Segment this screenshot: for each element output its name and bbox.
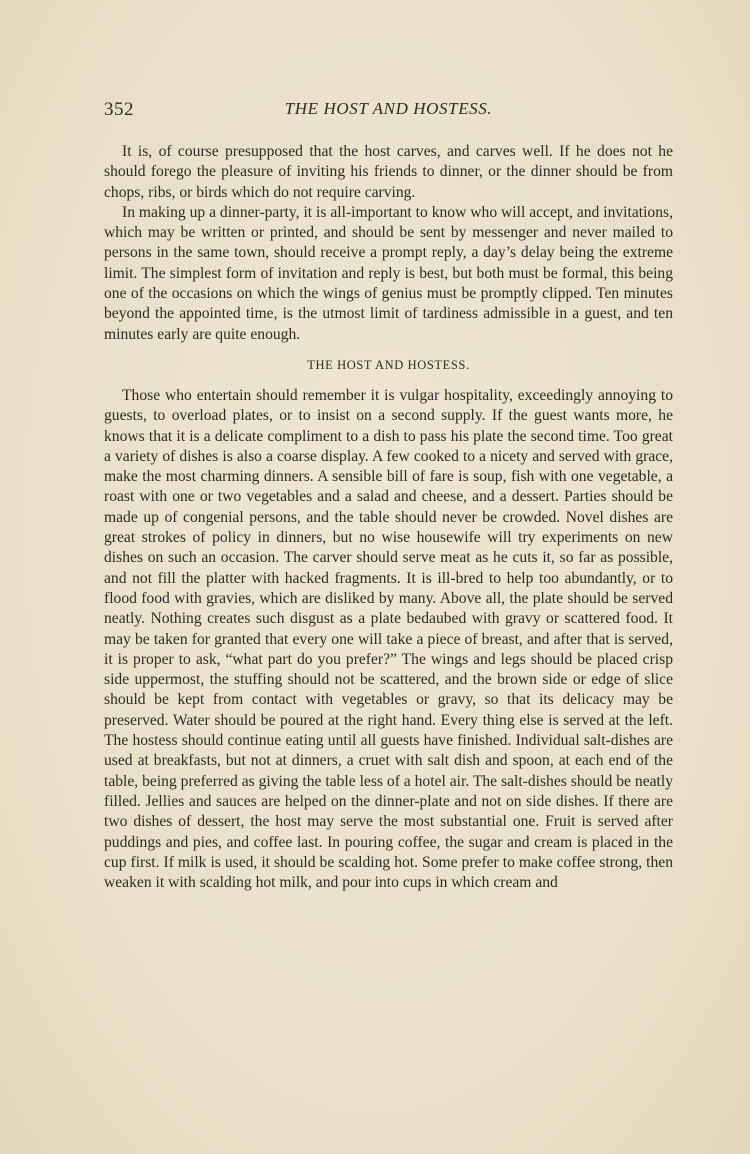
body-paragraph: Those who entertain should remember it is vulgar hospitality, exceedingly annoying to guests, to overload plates, or to insist on a second supply. If the guest wants more, he knows that it is a delicate compliment to a dish to pass his plate the second time. Too great a variety of dishes is also a coarse display. A few cooked to a nicety and served with grace, make the most charming dinners. A sensible bill of fare is soup, fish with one vegetable, a roast with one or two vegetables and a salad and cheese, and a dessert. Parties should be made up of congenial persons, and the table should never be crowded. Novel dishes are great strokes of policy in dinners, but no wise housewife will try experiments on new dishes on such an occasion. The carver should serve meat as he cuts it, so far as possible, and not fill the platter with hacked fragments. It is ill-bred to help too abundantly, or to flood food with gravies, which are disliked by many. Above all, the plate should be served neatly. Nothing creates such disgust as a plate bedaubed with gravy or scattered food. It may be taken for granted that every one will take a piece of breast, and after that is served, it is proper to ask, “what part do you prefer?” The wings and legs should be placed crisp side uppermost, the stuffing should not be scattered, and the brown side or edge of slice should be kept from contact with vegetables or gravy, so that its delicacy may be preserved. Water should be poured at the right hand. Every thing else is served at the left. The hostess should continue eating until all guests have finished. Individual salt-dishes are used at breakfasts, but not at dinners, a cruet with salt dish and spoon, at each end of the table, being preferred as giving the table less of a hotel air. The salt-dishes should be neatly filled. Jellies and sauces are helped on the dinner-plate and not on side dishes. If there are two dishes of dessert, the host may serve the most substantial one. Fruit is served after puddings and pies, and coffee last. In pouring coffee, the sugar and cream is placed in the cup first. If milk is used, it should be scalding hot. Some prefer to make coffee strong, then weaken it with scalding hot milk, and pour into cups in which cream and bbox=[104, 386, 673, 892]
page-number: 352 bbox=[104, 99, 134, 120]
page-body bbox=[104, 142, 673, 893]
body-paragraph: It is, of course presupposed that the host carves, and carves well. If he does not he should forego the pleasure of inviting his friends to dinner, or the dinner should be from chops, ribs, or birds which do not require carving. bbox=[104, 143, 673, 201]
section-heading: THE HOST AND HOSTESS. bbox=[307, 357, 470, 372]
page-header bbox=[104, 99, 673, 125]
body-paragraph: In making up a dinner-party, it is all-important to know who will accept, and invitations, which may be written or printed, and should be sent by messenger and never mailed to persons in the same town, should receive a prompt reply, a day’s delay being the extreme limit. The simplest form of invitation and reply is best, but both must be formal, this being one of the occasions on which the wings of genius must be promptly clipped. Ten minutes beyond the appointed time, is the utmost limit of tardiness admissible in a guest, and ten minutes early are quite enough. bbox=[104, 203, 673, 343]
running-title: THE HOST AND HOSTESS. bbox=[284, 99, 493, 118]
